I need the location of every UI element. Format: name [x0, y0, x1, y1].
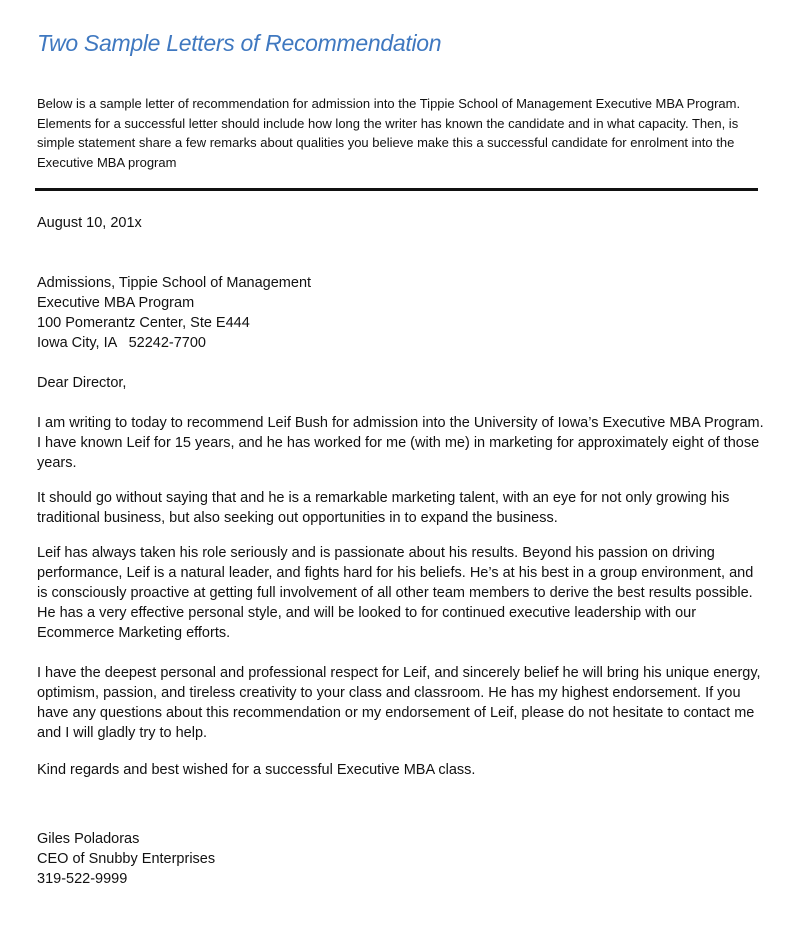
signature-block — [37, 829, 767, 889]
recipient-address — [37, 273, 767, 353]
address-line: 100 Pomerantz Center, Ste E444 — [37, 315, 250, 331]
signer-name: Giles Poladoras — [37, 831, 140, 847]
closing-line: Kind regards and best wished for a successful Executive MBA class. — [37, 762, 476, 778]
salutation: Dear Director, — [37, 375, 127, 391]
body-paragraph: Leif has always taken his role seriously and is passionate about his results. Beyond his passion on driving performance, Leif is a natural leader, and fights hard for his beliefs. He’s at his best in a group environment, and is consciously proactive at getting full involvement of all other team members to derive the best results possible. He has a very effective personal style, and will be looked to for continued executive leadership with our Ecommerce Marketing efforts. — [37, 545, 754, 641]
signer-title: CEO of Snubby Enterprises — [37, 851, 216, 867]
body-paragraph: I have the deepest personal and professional respect for Leif, and sincerely belief he will bring his unique energy, optimism, passion, and tireless creativity to your class and classroom. He has my highest endorsement. If you have any questions about this recommendation or my endorsement of Leif, please do not hesitate to contact me and I will gladly try to help. — [37, 665, 761, 741]
address-line: Iowa City, IA 52242-7700 — [37, 335, 207, 351]
address-line: Admissions, Tippie School of Management — [37, 275, 312, 291]
body-paragraph: I am writing to today to recommend Leif Bush for admission into the University of Iowa’s Executive MBA Program. I have known Leif for 15 years, and he has worked for me (with me) in marketing for approximately eight of those years. — [37, 415, 764, 471]
address-line: Executive MBA Program — [37, 295, 195, 311]
horizontal-divider — [35, 188, 758, 191]
signer-phone: 319-522-9999 — [37, 871, 128, 887]
body-paragraph: It should go without saying that and he is a remarkable marketing talent, with an eye for not only growing his traditional business, but also seeking out opportunities in to expand the business. — [37, 490, 730, 526]
intro-paragraph: Below is a sample letter of recommendation for admission into the Tippie School of Management Executive MBA Program. Elements for a successful letter should include how long the writer has known the candidate and in what capacity. Then, is simple statement share a few remarks about qualities you believe make this a successful candidate for enrolment into the Executive MBA program — [37, 96, 741, 170]
document-title: Two Sample Letters of Recommendation — [37, 30, 442, 56]
letter-date: August 10, 201x — [37, 215, 142, 231]
